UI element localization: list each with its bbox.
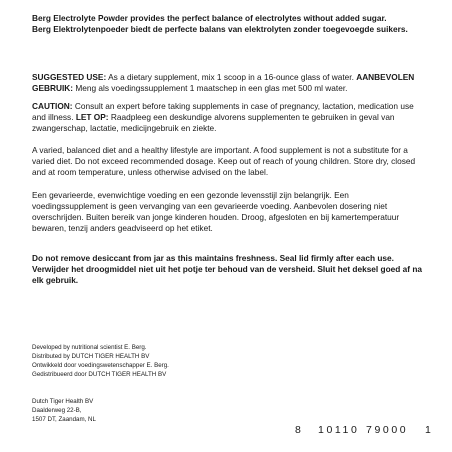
barcode-first-digit: 8 <box>295 424 301 436</box>
address-line-2: Daalderweg 22-B, <box>32 407 82 414</box>
suggested-use-label: SUGGESTED USE: <box>32 72 107 82</box>
barcode-right-group: 79000 <box>366 424 409 436</box>
barcode-bars <box>295 328 433 438</box>
intro-nl: Berg Elektrolytenpoeder biedt de perfecte balans van elektrolyten zonder toegevoegde suikers. <box>32 24 408 35</box>
lifestyle-nl: Een gevarieerde, evenwichtige voeding en een gezonde levensstijl zijn belangrijk. Een voedingssupplement is geen vervanging van een gevarieerde voeding. Aanbevolen dosering niet overschrijden. Buiten bereik van jonge kinderen houden. Droog, afgesloten en bij kamertemperatuur bewaren, tenzij anders geadviseerd op het etiket. <box>32 190 400 234</box>
desiccant-nl: Verwijder het droogmiddel niet uit het potje ter behoud van de versheid. Sluit het deksel goed af na elk gebruik. <box>32 264 423 286</box>
let-op-label: LET OP: <box>75 112 109 123</box>
aanbevolen-gebruik-label: AANBEVOLEN GEBRUIK: <box>32 72 415 94</box>
desiccant-en: Do not remove desiccant from jar as this maintains freshness. Seal lid firmly after each use. <box>32 253 394 263</box>
suggested-use <box>32 72 424 94</box>
intro-en: Berg Electrolyte Powder provides the perfect balance of electrolytes without added sugar. <box>32 13 387 23</box>
barcode-check-digit: 1 <box>425 424 431 436</box>
let-op-text: Raadpleeg een deskundige alvorens supplementen te gebruiken in geval van zwangerschap, lactatie, medicijngebruik en ziekte. <box>32 112 395 134</box>
barcode <box>295 328 433 438</box>
credits-line-1: Developed by nutritional scientist E. Berg. <box>32 344 147 351</box>
address-line-3: 1507 DT, Zaandam, NL <box>32 416 96 423</box>
lifestyle-en: A varied, balanced diet and a healthy lifestyle are important. A food supplement is not a substitute for a varied diet. Do not exceed recommended dosage. Keep out of reach of young children. Store dry, closed and at room temperature, unless otherwise advised on the label. <box>32 145 416 178</box>
suggested-use-text: As a dietary supplement, mix 1 scoop in a 16-ounce glass of water. <box>106 72 357 82</box>
caution-label: CAUTION: <box>32 101 73 111</box>
desiccant-notice <box>32 253 424 286</box>
caution-text: Consult an expert before taking supplements in case of pregnancy, lactation, medication use and illness. <box>32 101 414 123</box>
credits-line-4: Gedistribueerd door DUTCH TIGER HEALTH BV <box>32 371 167 378</box>
product-label <box>32 0 431 452</box>
aanbevolen-gebruik-text: Meng als voedingssupplement 1 maatschep in een glas met 500 ml water. <box>73 83 348 94</box>
barcode-left-group: 10110 <box>318 424 360 436</box>
caution <box>32 101 424 134</box>
address-line-1: Dutch Tiger Health BV <box>32 398 94 405</box>
intro-text <box>32 13 424 35</box>
credits-line-2: Distributed by DUTCH TIGER HEALTH BV <box>32 353 150 360</box>
credits-line-3: Ontwikkeld door voedingswetenschapper E. Berg. <box>32 362 169 369</box>
